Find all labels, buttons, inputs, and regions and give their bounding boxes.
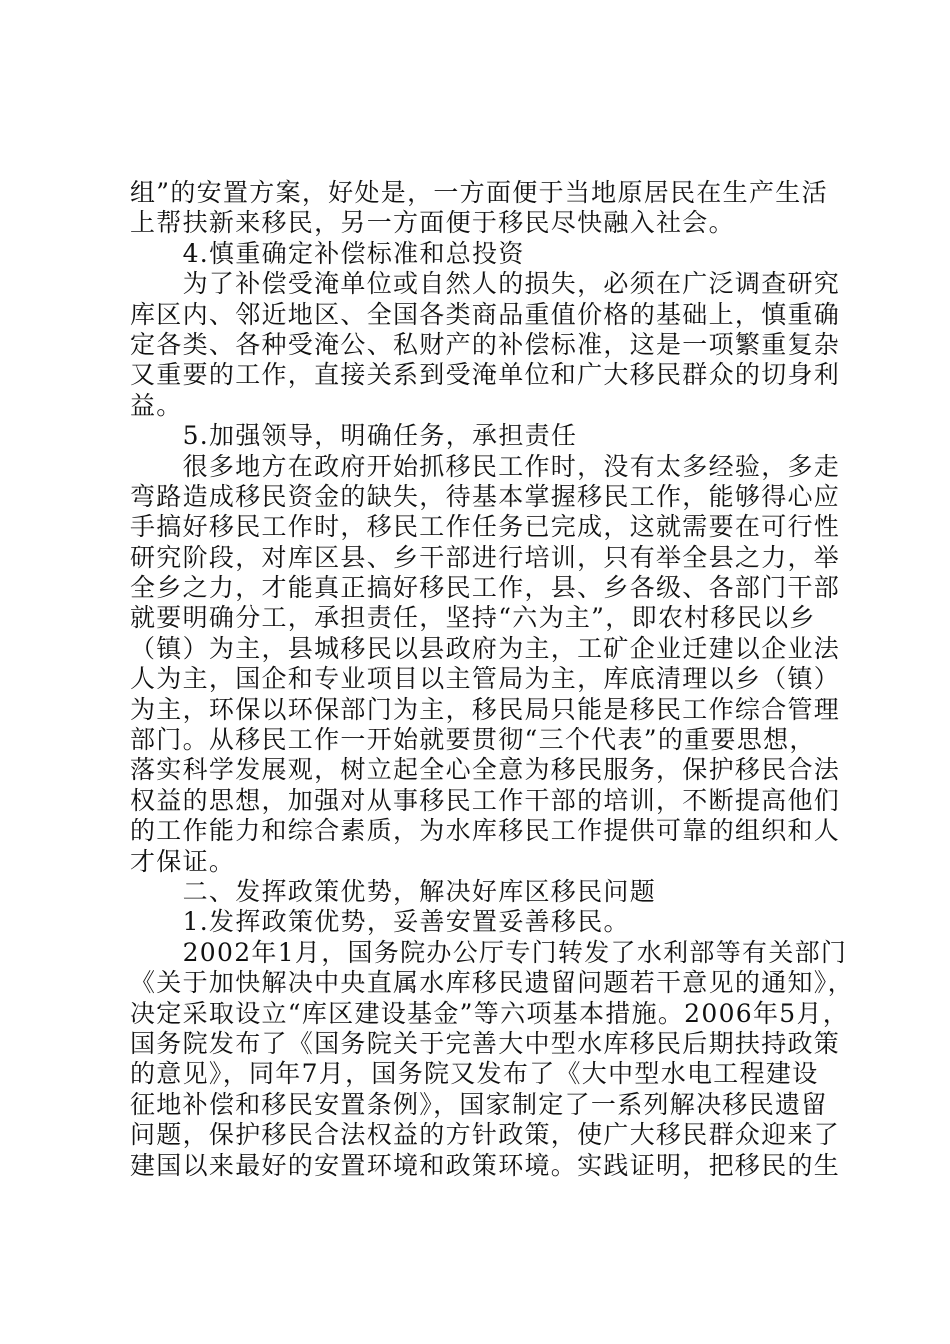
text-line: 落实科学发展观，树立起全心全意为移民服务，保护移民合法 (130, 755, 841, 785)
text-line: （镇）为主，县城移民以县政府为主，工矿企业迁建以企业法 (130, 633, 841, 663)
text-line: 很多地方在政府开始抓移民工作时，没有太多经验，多走 (130, 451, 841, 481)
section-heading: 4.慎重确定补偿标准和总投资 (130, 238, 525, 268)
text-line: 上帮扶新来移民，另一方面便于移民尽快融入社会。 (130, 208, 735, 238)
text-line: 2002年1月，国务院办公厅专门转发了水利部等有关部门 (130, 937, 848, 967)
text-line: 征地补偿和移民安置条例》，国家制定了一系列解决移民遗留 (130, 1089, 828, 1119)
text-line: 研究阶段，对库区县、乡干部进行培训，只有举全县之力，举 (130, 542, 841, 572)
text-line: 权益的思想，加强对从事移民工作干部的培训，不断提高他们 (130, 785, 841, 815)
text-line: 的意见》，同年7月，国务院又发布了《大中型水电工程建设 (130, 1059, 819, 1089)
section-heading: 1.发挥政策优势，妥善安置妥善移民。 (130, 907, 630, 937)
text-line: 弯路造成移民资金的缺失，待基本掌握移民工作，能够得心应 (130, 481, 841, 511)
text-line: 才保证。 (130, 846, 236, 876)
text-line: 决定采取设立“库区建设基金”等六项基本措施。2006年5月， (130, 998, 850, 1028)
section-heading: 二、发挥政策优势，解决好库区移民问题 (130, 876, 657, 906)
text-line: 益。 (130, 390, 183, 420)
text-line: 建国以来最好的安置环境和政策环境。实践证明，把移民的生 (130, 1150, 841, 1180)
text-line: 人为主，国企和专业项目以主管局为主，库底清理以乡（镇） (130, 664, 841, 694)
text-line: 定各类、各种受淹公、私财产的补偿标准，这是一项繁重复杂 (130, 329, 841, 359)
text-line: 为了补偿受淹单位或自然人的损失，必须在广泛调查研究 (130, 269, 841, 299)
text-line: 就要明确分工，承担责任，坚持“六为主”，即农村移民以乡 (130, 603, 816, 633)
text-line: 的工作能力和综合素质，为水库移民工作提供可靠的组织和人 (130, 816, 841, 846)
text-line: 全乡之力，才能真正搞好移民工作，县、乡各级、各部门干部 (130, 573, 841, 603)
text-line: 库区内、邻近地区、全国各类商品重值价格的基础上，慎重确 (130, 299, 841, 329)
text-line: 问题，保护移民合法权益的方针政策，使广大移民群众迎来了 (130, 1120, 841, 1150)
text-line: 国务院发布了《国务院关于完善大中型水库移民后期扶持政策 (130, 1028, 841, 1058)
section-heading: 5.加强领导，明确任务，承担责任 (130, 421, 578, 451)
text-line: 组”的安置方案，好处是，一方面便于当地原居民在生产生活 (130, 178, 828, 207)
text-line: 又重要的工作，直接关系到受淹单位和广大移民群众的切身利 (130, 360, 841, 390)
document-page (130, 178, 854, 1181)
text-line: 《关于加快解决中央直属水库移民遗留问题若干意见的通知》， (130, 968, 854, 998)
text-line: 手搞好移民工作时，移民工作任务已完成，这就需要在可行性 (130, 512, 841, 542)
text-line: 部门。从移民工作一开始就要贯彻“三个代表”的重要思想， (130, 725, 816, 755)
text-line: 为主，环保以环保部门为主，移民局只能是移民工作综合管理 (130, 694, 841, 724)
